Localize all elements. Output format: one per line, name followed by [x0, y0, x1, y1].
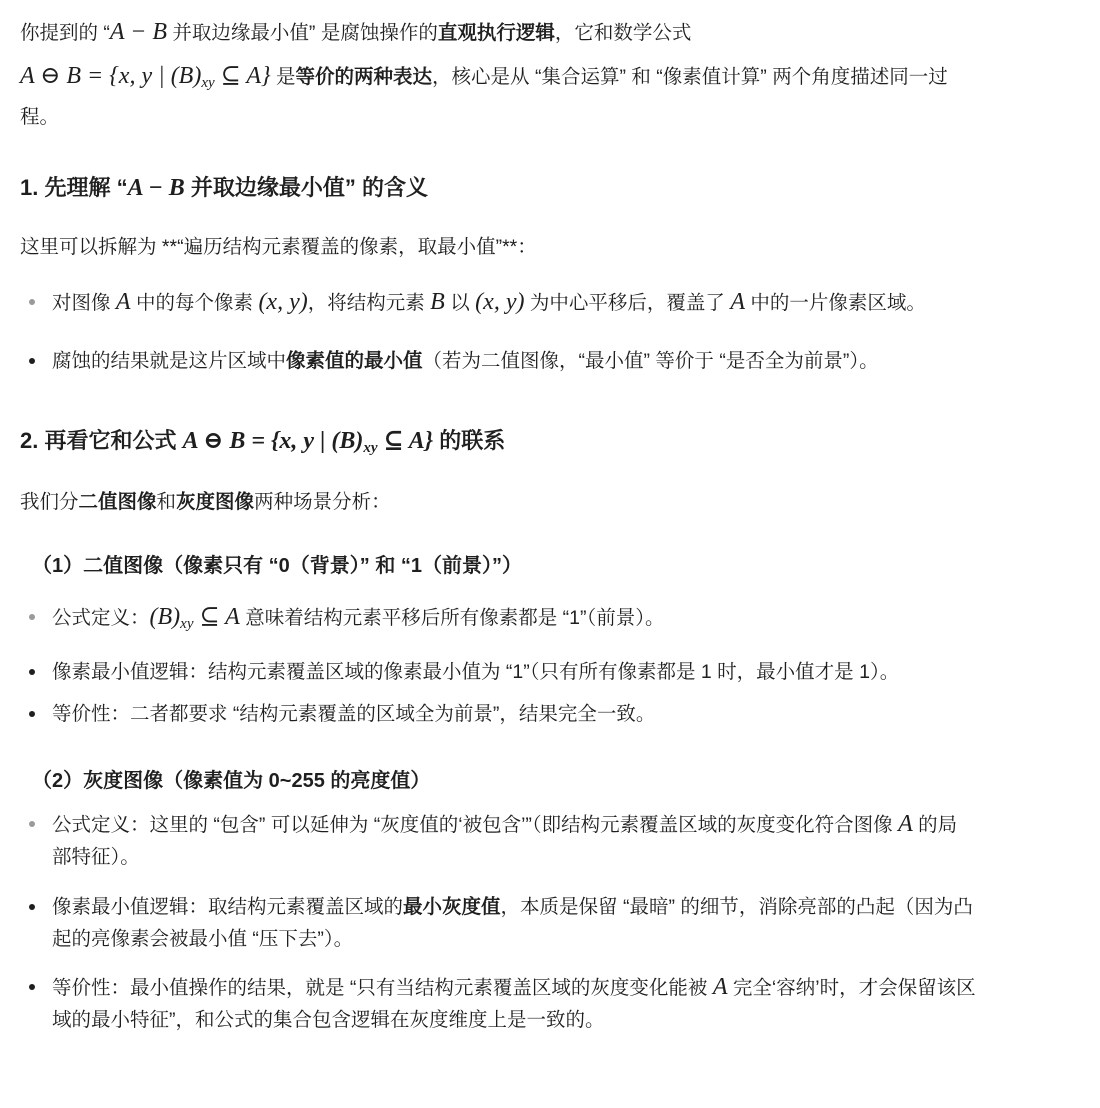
intro-line-2: A ⊖ B = {x, y | $(B)_{xy}$ ⊆ A} 是等价的两种表达，核心是从 “集合运算” 和 “像素值计算” 两个角度描述同一过 — [20, 63, 948, 91]
list-item: 像素最小值逻辑：取结构元素覆盖区域的最小灰度值，本质是保留 “最暗” 的细节，消除亮部的凸起（因为凸 起的亮像素会被最小值 “压下去”）。 — [20, 891, 1080, 955]
list-item: 等价性：最小值操作的结果，就是 “只有当结构元素覆盖区域的灰度变化能被 A 完全‘容纳’时，才会保留该区 域的最小特征”，和公式的集合包含逻辑在灰度维度上是一致的。 — [20, 971, 1080, 1036]
subsection-gray-heading: （2）灰度图像（像素值为 0~255 的亮度值） — [32, 770, 431, 792]
math-erosion-formula: A ⊖ B = {x, y | $(B)_{xy}$ ⊆ A} — [20, 63, 271, 91]
section-1-desc: 这里可以拆解为 **“遍历结构元素覆盖的像素，取最小值”**： — [20, 236, 537, 258]
intro-line-3: 程。 — [20, 106, 60, 128]
list-item: 公式定义：这里的 “包含” 可以延伸为 “灰度值的‘被包含’”（即结构元素覆盖区域的灰度变化符合图像 A 的局 部特征）。 — [20, 808, 1080, 873]
gray-list — [20, 808, 1080, 1036]
list-item: 像素最小值逻辑：结构元素覆盖区域的像素最小值为 “1”（只有所有像素都是 1 时，最小值才是 1）。 — [20, 656, 1080, 688]
list-item: 腐蚀的结果就是这片区域中像素值的最小值（若为二值图像，“最小值” 等价于 “是否全为前景”）。 — [20, 345, 1080, 377]
section-1-heading: 1. 先理解 “A − B 并取边缘最小值” 的含义 — [20, 175, 429, 201]
math-a-minus-b: A − B — [109, 19, 168, 45]
list-item: 公式定义：$(B)_{xy}$ ⊆ A 意味着结构元素平移后所有像素都是 “1”（前景）。 — [20, 601, 1080, 634]
section-2-heading: 2. 再看它和公式 A ⊖ B = {x, y | $(B)_{xy}$ ⊆ A} 的联系 — [20, 428, 506, 456]
section-1-list — [20, 286, 1080, 377]
list-item: 对图像 A 中的每个像素 (x, y)，将结构元素 B 以 (x, y) 为中心平移后，覆盖了 A 中的一片像素区域。 — [20, 286, 1080, 319]
binary-list — [20, 601, 1080, 730]
intro-line-1: 你提到的 “A − B 并取边缘最小值” 是腐蚀操作的直观执行逻辑，它和数学公式 — [20, 19, 692, 45]
subsection-binary-heading: （1）二值图像（像素只有 “0（背景）” 和 “1（前景）”） — [32, 555, 523, 577]
section-2-desc: 我们分二值图像和灰度图像两种场景分析： — [20, 491, 391, 513]
list-item: 等价性：二者都要求 “结构元素覆盖的区域全为前景”，结果完全一致。 — [20, 698, 1080, 730]
